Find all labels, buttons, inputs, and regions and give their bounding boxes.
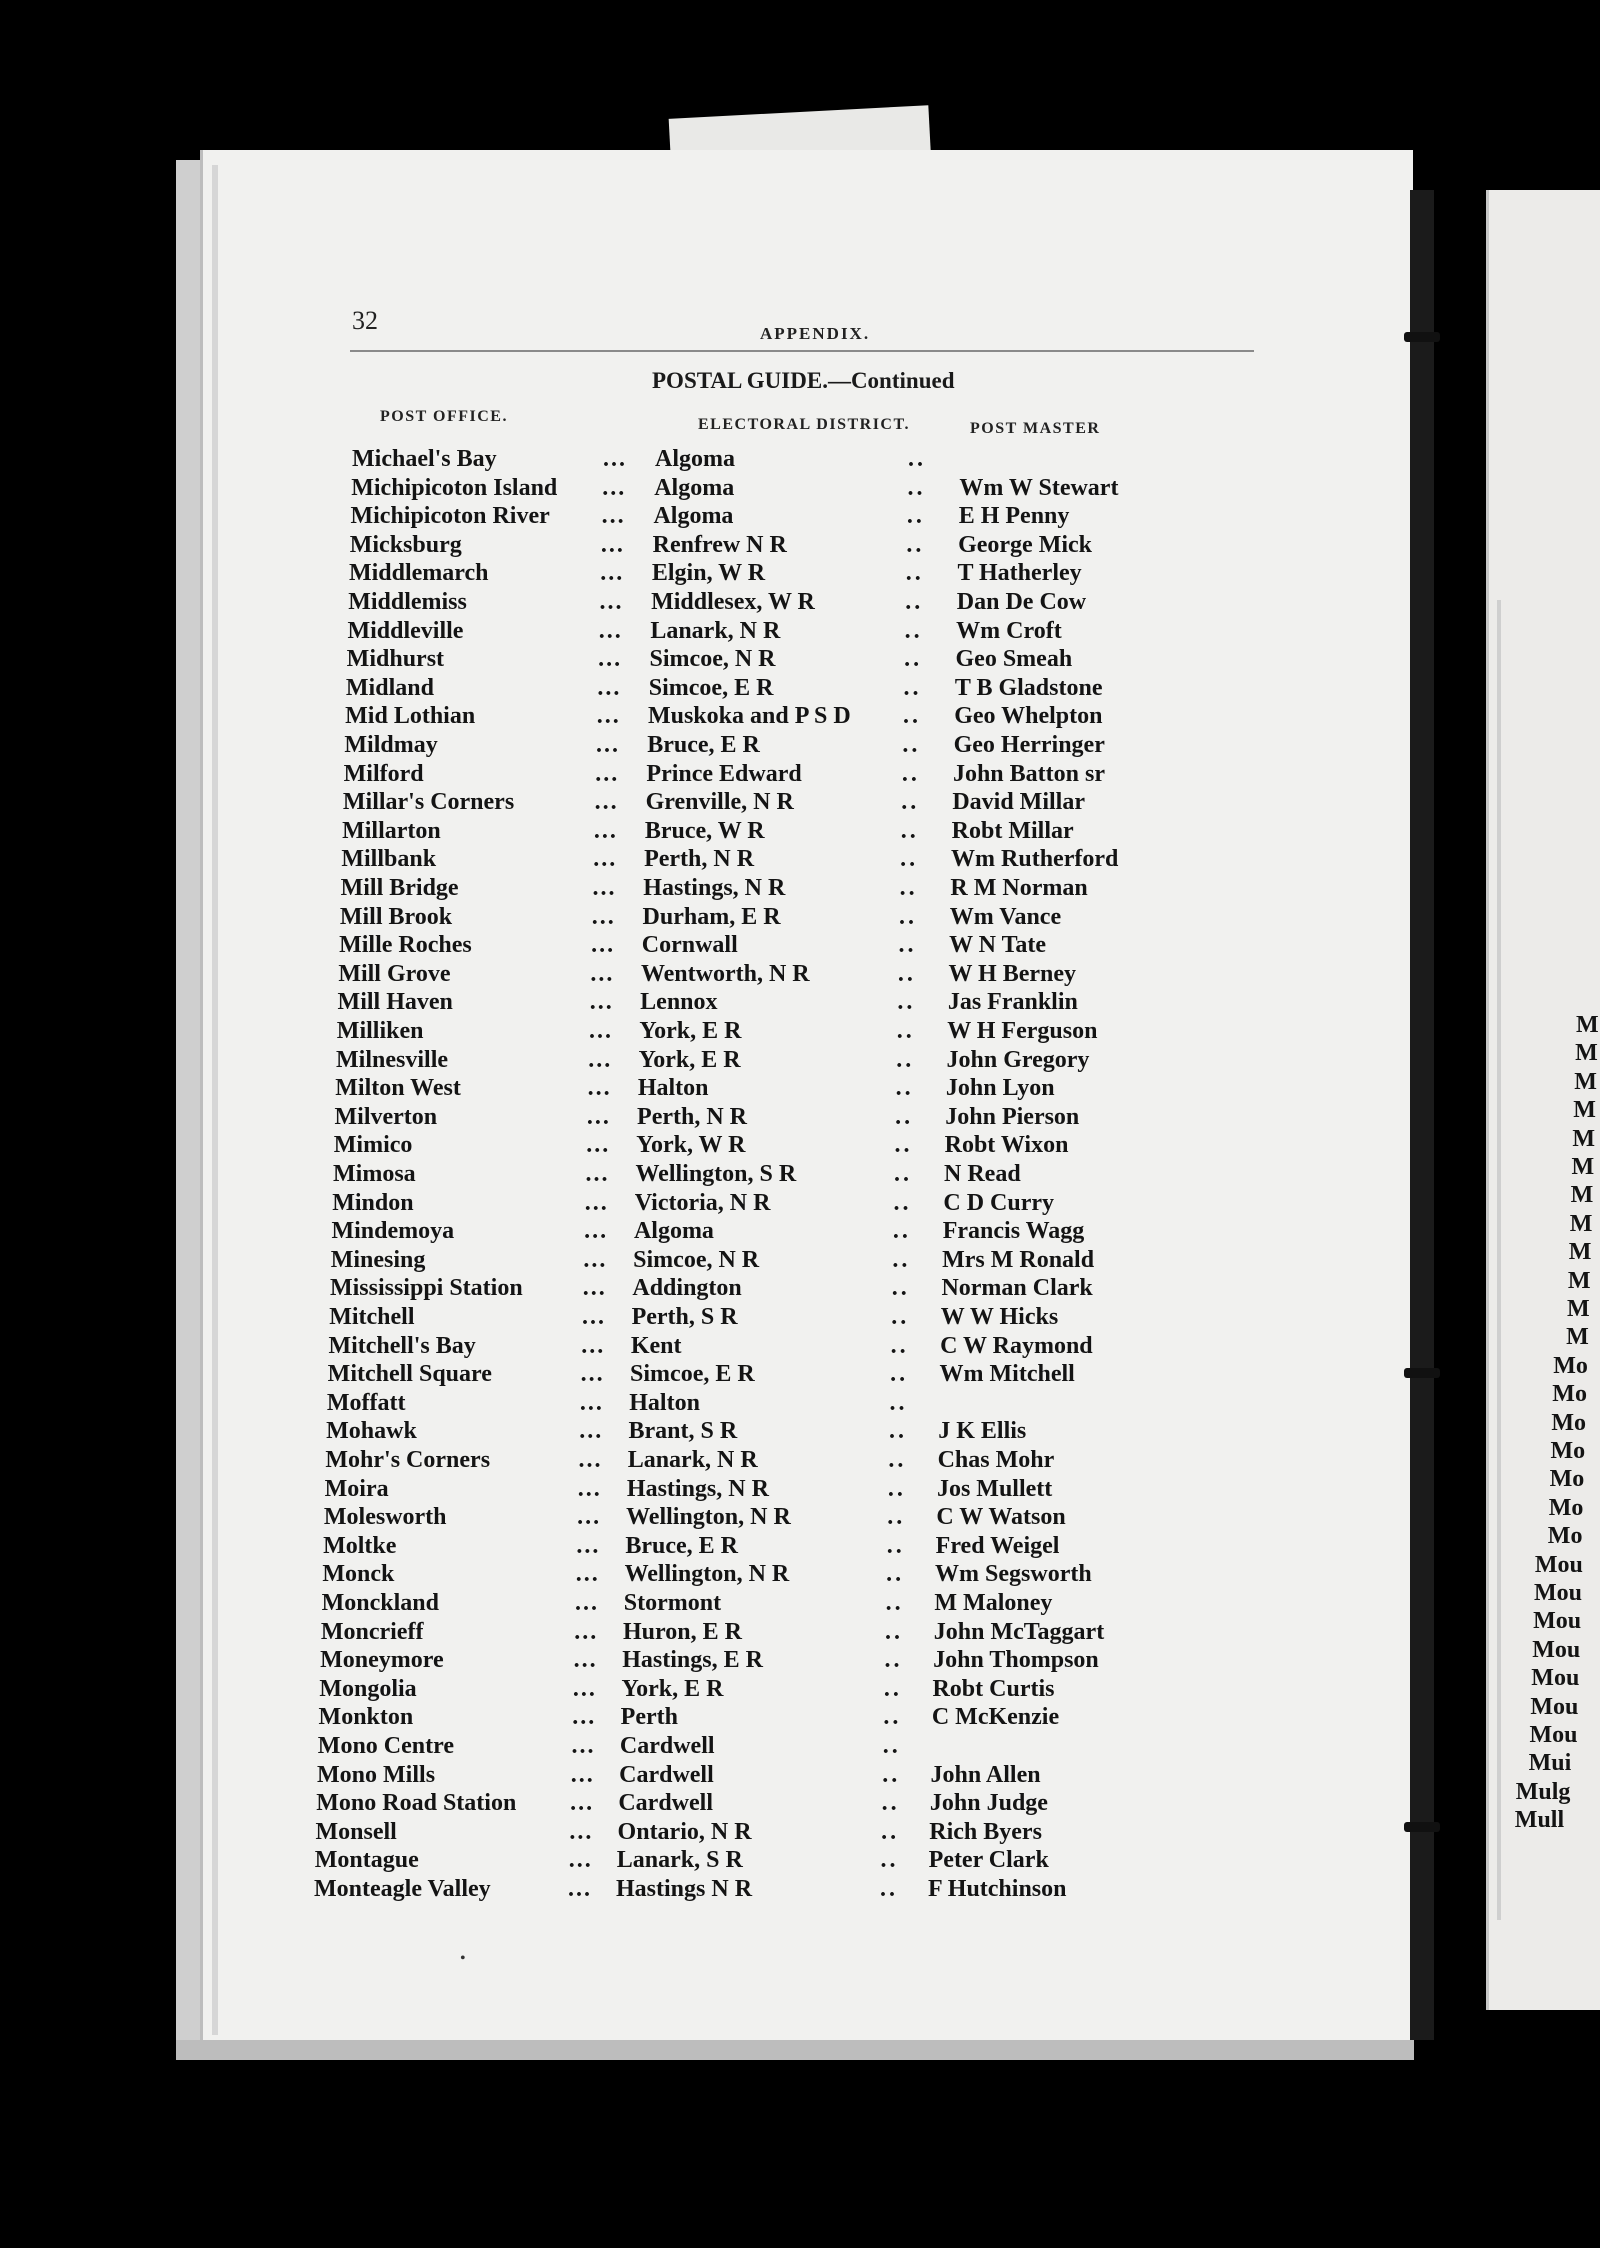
electoral-district: Brant, S R (628, 1418, 738, 1445)
leader-dots: ... (591, 932, 616, 959)
post-office-name: Mindemoya (331, 1218, 455, 1245)
post-office-name: Mitchell Square (327, 1361, 492, 1388)
post-office-name: Midhurst (346, 646, 445, 673)
electoral-district: Kent (630, 1332, 682, 1359)
post-master-name: T Hatherley (957, 560, 1082, 587)
leader-dots: ... (575, 1561, 600, 1588)
post-office-name: Mono Mills (317, 1761, 436, 1788)
adjacent-page-fragment: Mo (1553, 1352, 1588, 1379)
leader-dots: .. (883, 1704, 902, 1731)
post-master-name: Robt Wixon (944, 1132, 1069, 1159)
post-master-name: George Mick (958, 531, 1093, 558)
post-office-name: Mill Grove (338, 960, 451, 987)
post-office-name: Molesworth (323, 1504, 447, 1531)
adjacent-page-fragment: M (1570, 1182, 1594, 1209)
post-office-name: Mille Roches (339, 932, 472, 959)
adjacent-page-fragment: Mou (1532, 1636, 1581, 1663)
leader-dots: ... (588, 1046, 613, 1073)
leader-dots: .. (881, 1818, 900, 1845)
adjacent-page-fragment: Mulg (1515, 1778, 1571, 1805)
post-office-name: Mitchell's Bay (328, 1332, 476, 1359)
leader-dots: .. (885, 1618, 904, 1645)
post-office-name: Middlemarch (348, 560, 489, 587)
post-master-name: Wm Croft (956, 617, 1062, 644)
leader-dots: ... (570, 1761, 595, 1788)
post-office-name: Mill Bridge (340, 875, 459, 901)
leader-dots: ... (576, 1532, 601, 1559)
post-master-name: Dan De Cow (956, 589, 1087, 615)
post-office-name: Monkton (318, 1704, 414, 1731)
leader-dots: .. (897, 960, 916, 987)
binding-stitch (1404, 1822, 1440, 1832)
page-edge (212, 165, 218, 2035)
leader-dots: .. (888, 1418, 907, 1445)
electoral-district: Stormont (623, 1590, 722, 1616)
leader-dots: ... (589, 989, 614, 1016)
column-header-post-master: POST MASTER (970, 420, 1101, 437)
adjacent-page-fragment: Mou (1530, 1693, 1579, 1720)
post-office-name: Mill Haven (337, 989, 453, 1016)
electoral-district: York, E R (621, 1675, 724, 1702)
post-office-name: Monsell (315, 1818, 397, 1845)
electoral-district: York, E R (638, 1046, 741, 1073)
post-master-name: Chas Mohr (937, 1447, 1055, 1473)
leader-dots: .. (887, 1475, 906, 1502)
post-office-name: Mohawk (326, 1418, 417, 1445)
leader-dots: ... (568, 1847, 593, 1874)
leader-dots: ... (598, 617, 623, 644)
leader-dots: ... (587, 1075, 612, 1102)
electoral-district: Algoma (653, 503, 734, 530)
post-master-name: T B Gladstone (954, 674, 1103, 701)
electoral-district: Huron, E R (623, 1618, 742, 1645)
post-office-name: Mitchell (329, 1304, 415, 1330)
leader-dots: ... (573, 1647, 598, 1674)
adjacent-page-fragment: M (1573, 1097, 1596, 1124)
leader-dots: .. (906, 531, 925, 558)
leader-dots: .. (904, 617, 923, 644)
post-master-name: John Thompson (933, 1647, 1099, 1674)
leader-dots: ... (572, 1704, 597, 1731)
post-office-name: Mongolia (319, 1675, 417, 1702)
leader-dots: ... (599, 589, 624, 615)
leader-dots: ... (589, 1018, 613, 1044)
leader-dots: ... (600, 560, 625, 587)
electoral-district: Cardwell (618, 1790, 713, 1817)
leader-dots: .. (900, 846, 919, 873)
binding-stitch (1404, 1368, 1440, 1378)
post-office-name: Mimosa (333, 1161, 416, 1187)
leader-dots: ... (575, 1590, 599, 1616)
electoral-district: Elgin, W R (651, 560, 766, 587)
post-office-name: Milliken (336, 1018, 424, 1044)
post-master-name: C D Curry (943, 1189, 1055, 1216)
leader-dots: .. (885, 1590, 904, 1616)
post-master-name: R M Norman (950, 875, 1088, 901)
post-master-name: Wm Segsworth (935, 1561, 1092, 1588)
post-office-name: Millbank (341, 846, 437, 873)
ink-speck: • (460, 1950, 466, 1967)
leader-dots: ... (586, 1132, 611, 1159)
post-office-name: Mississippi Station (329, 1275, 523, 1302)
post-office-name: Michael's Bay (352, 446, 497, 472)
leader-dots: .. (893, 1189, 912, 1216)
leader-dots: .. (894, 1132, 913, 1159)
post-master-name: Jos Mullett (936, 1475, 1053, 1502)
adjacent-page-fragment: M (1568, 1239, 1592, 1266)
electoral-district: Bruce, E R (647, 732, 760, 758)
leader-dots: .. (891, 1275, 910, 1302)
adjacent-page-rule (1497, 600, 1501, 1920)
leader-dots: ... (595, 760, 620, 787)
electoral-district: Perth (620, 1704, 678, 1731)
leader-dots: ... (585, 1161, 610, 1187)
leader-dots: .. (896, 1046, 915, 1073)
leader-dots: ... (574, 1618, 599, 1645)
electoral-district: Simcoe, N R (633, 1246, 760, 1273)
leader-dots: ... (584, 1218, 609, 1245)
post-office-name: Milford (343, 760, 424, 787)
adjacent-page-fragment: Mo (1547, 1523, 1583, 1550)
post-master-name: Geo Smeah (955, 646, 1073, 673)
leader-dots: .. (901, 789, 920, 816)
post-master-name: Norman Clark (941, 1275, 1093, 1302)
leader-dots: ... (593, 817, 618, 844)
leader-dots: .. (905, 589, 924, 615)
electoral-district: Renfrew N R (652, 531, 787, 558)
post-office-name: Midland (345, 674, 434, 701)
leader-dots: ... (603, 446, 627, 472)
leader-dots: .. (891, 1304, 910, 1330)
post-office-name: Moffatt (326, 1389, 406, 1416)
electoral-district: Wellington, S R (635, 1161, 797, 1187)
adjacent-page-fragment: Mou (1534, 1580, 1582, 1606)
leader-dots: ... (572, 1675, 597, 1702)
electoral-district: Ontario, N R (617, 1818, 752, 1845)
electoral-district: Grenville, N R (645, 789, 794, 816)
post-office-name: Milnesville (336, 1046, 449, 1073)
electoral-district: Lanark, N R (650, 617, 781, 644)
post-office-name: Mimico (333, 1132, 413, 1159)
leader-dots: .. (892, 1218, 911, 1245)
electoral-district: Halton (637, 1075, 709, 1102)
leader-dots: ... (571, 1733, 596, 1759)
post-office-name: Monck (322, 1561, 395, 1588)
post-office-name: Moncrieff (320, 1618, 424, 1645)
leader-dots: ... (596, 732, 620, 758)
post-office-name: Mohr's Corners (325, 1447, 491, 1473)
leader-dots: ... (582, 1275, 607, 1302)
electoral-district: Halton (629, 1389, 700, 1416)
adjacent-page-fragment: Mou (1534, 1551, 1583, 1578)
post-master-name: Francis Wagg (942, 1218, 1085, 1245)
leader-dots: .. (895, 1103, 914, 1130)
leader-dots: .. (898, 932, 917, 959)
post-master-name: Wm W Stewart (959, 474, 1119, 501)
post-master-name: M Maloney (934, 1590, 1053, 1616)
post-master-name: Fred Weigel (935, 1532, 1060, 1559)
post-office-name: Moira (324, 1475, 389, 1502)
leader-dots: ... (601, 503, 626, 530)
adjacent-page-fragment: M (1574, 1068, 1597, 1095)
post-office-name: Milverton (334, 1103, 438, 1130)
post-office-name: Montague (314, 1847, 419, 1874)
post-office-name: Michipicoton River (350, 503, 550, 530)
leader-dots: .. (903, 674, 922, 701)
adjacent-page-fragment: M (1575, 1040, 1598, 1067)
leader-dots: .. (890, 1361, 909, 1388)
post-master-name: J K Ellis (938, 1418, 1027, 1445)
leader-dots: .. (906, 503, 925, 530)
post-master-name: John Batton sr (952, 760, 1105, 787)
leader-dots: .. (889, 1389, 908, 1416)
column-header-electoral-district: ELECTORAL DISTRICT. (698, 416, 910, 433)
post-office-name: Michipicoton Island (351, 474, 558, 501)
post-master-name: W N Tate (949, 932, 1047, 959)
post-office-name: Millarton (342, 817, 441, 844)
book-spine (1410, 190, 1434, 2040)
binding-stitch (1404, 332, 1440, 342)
post-office-name: Millar's Corners (342, 789, 515, 816)
electoral-district: Wentworth, N R (640, 960, 810, 987)
adjacent-page-fragment: Mull (1514, 1807, 1565, 1834)
electoral-district: Bruce, W R (644, 817, 765, 844)
leader-dots: .. (899, 903, 918, 930)
leader-dots: .. (882, 1761, 901, 1788)
post-master-name: Jas Franklin (947, 989, 1078, 1016)
electoral-district: Prince Edward (646, 760, 802, 787)
adjacent-page-fragment: M (1567, 1296, 1590, 1322)
post-office-name: Milton West (335, 1075, 461, 1102)
adjacent-page-fragment: M (1566, 1324, 1589, 1351)
electoral-district: Simcoe, E R (630, 1361, 755, 1388)
leader-dots: .. (892, 1246, 911, 1273)
post-master-name: Mrs M Ronald (942, 1246, 1095, 1273)
post-master-name: John Allen (930, 1761, 1041, 1788)
leader-dots: .. (881, 1790, 900, 1817)
leader-dots: ... (579, 1389, 604, 1416)
electoral-district: Wellington, N R (626, 1504, 791, 1531)
leader-dots: ... (570, 1790, 595, 1817)
leader-dots: .. (882, 1733, 901, 1759)
electoral-district: Cardwell (619, 1761, 714, 1788)
adjacent-page-fragment: Mou (1531, 1665, 1580, 1692)
post-master-name: W H Ferguson (947, 1018, 1098, 1044)
electoral-district: Perth, N R (644, 846, 755, 873)
leader-dots: ... (580, 1361, 605, 1388)
electoral-district: Simcoe, N R (649, 646, 776, 673)
electoral-district: Hastings, E R (622, 1647, 763, 1674)
leader-dots: ... (591, 903, 616, 930)
adjacent-page-fragment: Mo (1551, 1409, 1587, 1436)
leader-dots: .. (908, 446, 926, 472)
post-master-name: Robt Curtis (932, 1675, 1055, 1702)
leader-dots: ... (583, 1246, 608, 1273)
post-master-name: John Judge (929, 1790, 1048, 1817)
electoral-district: Lennox (640, 989, 718, 1016)
electoral-district: Victoria, N R (634, 1189, 771, 1216)
post-office-name: Moneymore (320, 1647, 444, 1674)
header-rule (350, 350, 1254, 352)
electoral-district: York, E R (639, 1018, 742, 1044)
adjacent-page-fragment: M (1572, 1125, 1596, 1152)
leader-dots: .. (902, 732, 921, 758)
post-office-name: Mindon (332, 1189, 414, 1216)
post-master-name: F Hutchinson (928, 1876, 1067, 1902)
leader-dots: .. (900, 817, 919, 844)
leader-dots: ... (579, 1418, 604, 1445)
electoral-district: York, W R (636, 1132, 746, 1159)
electoral-district: Algoma (654, 474, 735, 501)
post-master-name: John Lyon (945, 1075, 1055, 1102)
post-master-name: David Millar (952, 789, 1085, 816)
post-office-name: Monckland (321, 1590, 439, 1616)
leader-dots: .. (899, 875, 918, 901)
post-master-name: John Pierson (945, 1103, 1080, 1130)
post-master-name: John Gregory (946, 1046, 1090, 1073)
post-master-name: C W Watson (936, 1504, 1066, 1531)
electoral-district: Cornwall (641, 932, 738, 959)
electoral-district: Muskoka and P S D (647, 703, 851, 730)
post-office-name: Mildmay (344, 732, 438, 758)
leader-dots: ... (581, 1332, 606, 1359)
post-master-name: Wm Vance (949, 903, 1062, 930)
leader-dots: .. (880, 1847, 899, 1874)
post-office-name: Mid Lothian (345, 703, 476, 730)
leader-dots: ... (569, 1818, 594, 1845)
post-office-name: Middlemiss (348, 589, 467, 615)
leader-dots: .. (896, 1018, 915, 1044)
post-office-name: Mono Road Station (316, 1790, 517, 1817)
leader-dots: ... (578, 1447, 603, 1473)
leader-dots: .. (895, 1075, 914, 1102)
adjacent-page-fragment: Mui (1528, 1750, 1572, 1777)
electoral-district: Cardwell (619, 1733, 715, 1759)
leader-dots: ... (586, 1103, 611, 1130)
electoral-district: Simcoe, E R (648, 674, 774, 701)
electoral-district: Bruce, E R (625, 1532, 739, 1559)
leader-dots: .. (897, 989, 916, 1016)
post-master-name: Geo Herringer (953, 732, 1105, 758)
adjacent-page-fragment: M (1576, 1012, 1599, 1038)
post-office-name: Micksburg (349, 531, 462, 558)
leader-dots: ... (592, 875, 617, 901)
post-master-name: Rich Byers (929, 1818, 1042, 1845)
adjacent-page-fragment: Mo (1548, 1494, 1584, 1521)
electoral-district: Hastings N R (616, 1876, 753, 1902)
leader-dots: .. (890, 1332, 909, 1359)
leader-dots: ... (597, 674, 622, 701)
adjacent-page-fragment: Mo (1552, 1381, 1587, 1408)
leader-dots: .. (886, 1561, 905, 1588)
leader-dots: ... (590, 960, 615, 987)
electoral-district: Algoma (655, 446, 735, 472)
post-master-name: W W Hicks (940, 1304, 1059, 1330)
electoral-district: Hastings, N R (626, 1475, 769, 1502)
adjacent-page-fragment: M (1567, 1267, 1591, 1294)
post-master-name: Geo Whelpton (954, 703, 1103, 730)
leader-dots: .. (883, 1675, 902, 1702)
column-header-post-office: POST OFFICE. (380, 408, 508, 425)
electoral-district: Perth, S R (631, 1304, 738, 1330)
post-office-name: Moltke (323, 1532, 397, 1559)
electoral-district: Lanark, N R (627, 1447, 758, 1473)
electoral-district: Lanark, S R (616, 1847, 743, 1874)
post-master-name: Peter Clark (928, 1847, 1049, 1874)
leader-dots: ... (594, 789, 619, 816)
leader-dots: ... (602, 474, 627, 501)
page-bottom-edge (176, 2040, 1414, 2060)
leader-dots: ... (596, 703, 621, 730)
leader-dots: .. (904, 646, 923, 673)
adjacent-page-fragment: M (1569, 1210, 1593, 1237)
post-office-name: Mill Brook (339, 903, 453, 930)
electoral-district: Middlesex, W R (651, 589, 815, 615)
leader-dots: ... (568, 1876, 592, 1902)
adjacent-page-fragment: Mo (1549, 1466, 1585, 1493)
section-title: POSTAL GUIDE.—Continued (652, 368, 955, 393)
leader-dots: .. (907, 474, 926, 501)
electoral-district: Algoma (633, 1218, 714, 1245)
adjacent-page-fragment: Mou (1529, 1722, 1578, 1748)
electoral-district: Durham, E R (642, 903, 781, 930)
leader-dots: .. (880, 1876, 898, 1902)
leader-dots: .. (887, 1504, 906, 1531)
leader-dots: ... (593, 846, 618, 873)
leader-dots: .. (902, 703, 921, 730)
running-head: APPENDIX. (760, 324, 871, 343)
leader-dots: ... (577, 1504, 602, 1531)
leader-dots: .. (886, 1532, 905, 1559)
leader-dots: ... (577, 1475, 602, 1502)
leader-dots: .. (901, 760, 920, 787)
leader-dots: ... (598, 646, 623, 673)
post-master-name: W H Berney (948, 960, 1077, 987)
electoral-district: Addington (632, 1275, 742, 1302)
leader-dots: .. (905, 560, 924, 587)
post-office-name: Minesing (330, 1246, 426, 1273)
adjacent-page-fragment: Mou (1533, 1608, 1582, 1635)
post-master-name: John McTaggart (933, 1618, 1105, 1645)
post-master-name: Wm Rutherford (951, 846, 1119, 873)
post-master-name: Wm Mitchell (939, 1361, 1075, 1388)
electoral-district: Hastings, N R (643, 875, 786, 901)
post-master-name: E H Penny (958, 503, 1070, 530)
leader-dots: .. (888, 1447, 907, 1473)
leader-dots: .. (894, 1161, 912, 1187)
post-master-name: C W Raymond (940, 1332, 1093, 1359)
post-master-name: C McKenzie (931, 1704, 1060, 1731)
post-master-name: Robt Millar (951, 817, 1074, 844)
leader-dots: .. (884, 1647, 903, 1674)
page-number: 32 (352, 306, 378, 335)
post-office-name: Monteagle Valley (314, 1876, 491, 1902)
adjacent-page-fragment: M (1571, 1154, 1595, 1180)
post-master-name: N Read (944, 1161, 1021, 1187)
electoral-district: Wellington, N R (624, 1561, 790, 1588)
post-office-name: Middleville (347, 617, 464, 644)
leader-dots: ... (600, 531, 625, 558)
leader-dots: ... (582, 1304, 606, 1330)
post-office-name: Mono Centre (317, 1733, 454, 1759)
adjacent-page-fragment: Mo (1550, 1438, 1586, 1464)
electoral-district: Perth, N R (637, 1103, 748, 1130)
leader-dots: ... (584, 1189, 609, 1216)
